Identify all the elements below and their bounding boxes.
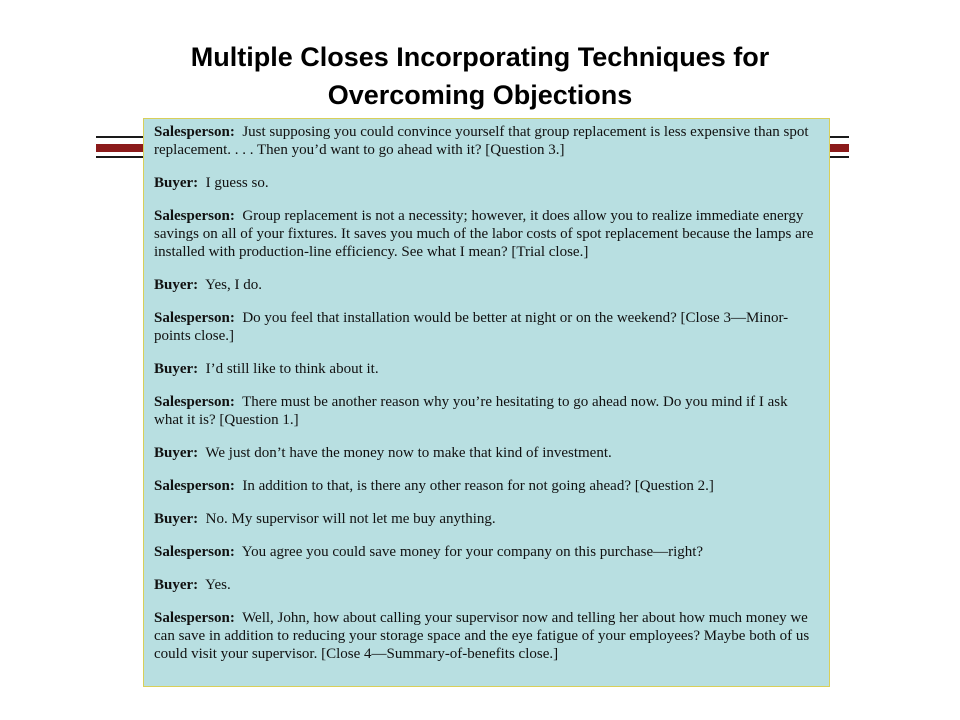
speaker-label: Buyer: [154,175,199,191]
dialogue-text: You agree you could save money for your company on this purchase—right? [241,544,704,560]
dialogue-text: No. My supervisor will not let me buy anything. [205,511,496,527]
speaker-label: Salesperson: [154,310,235,326]
speaker-label: Buyer: [154,361,199,377]
dialogue-turn [154,444,819,462]
speaker-label: Salesperson: [154,208,235,224]
dialogue-turn [154,609,819,663]
dialogue-text: Well, John, how about calling your supervisor now and telling her about how much money we can save in addition to reducing your storage space and the eye fatigue of your employees? Maybe both of us could visit your supervisor. [Close 4—Summary-of-benefits close.] [154,610,810,662]
dialogue-turn [154,576,819,594]
dialogue-text: Just supposing you could convince yourself that group replacement is less expensive than spot replacement. . . . Then you’d want to go ahead with it? [Question 3.] [154,124,809,158]
slide-title-line-2: Overcoming Objections [327,80,633,110]
dialogue-text: There must be another reason why you’re hesitating to go ahead now. Do you mind if I ask what it is? [Question 1.] [154,394,788,428]
dialogue-turn [154,123,819,159]
dialogue-turn [154,543,819,561]
speaker-label: Buyer: [154,511,199,527]
dialogue-turn [154,309,819,345]
slide-title [80,38,880,114]
rule-thin-top [96,136,146,138]
rule-thick [96,144,146,152]
speaker-label: Buyer: [154,445,199,461]
speaker-label: Salesperson: [154,124,235,140]
dialogue-text: In addition to that, is there any other reason for not going ahead? [Question 2.] [242,478,714,494]
dialogue-turn [154,393,819,429]
speaker-label: Salesperson: [154,544,235,560]
speaker-label: Salesperson: [154,394,235,410]
dialogue-text: I guess so. [205,175,269,191]
dialogue-turn [154,510,819,528]
rule-thin-bottom [96,156,146,158]
dialogue-turn [154,207,819,261]
speaker-label: Buyer: [154,577,199,593]
dialogue-text: Yes, I do. [205,277,262,293]
slide-title-line-1: Multiple Closes Incorporating Techniques for [190,42,770,72]
dialogue-turn [154,360,819,378]
dialogue-text: Yes. [205,577,231,593]
dialogue-text: Group replacement is not a necessity; however, it does allow you to realize immediate energy savings on all of your fixtures. It saves you much of the labor costs of spot replacement because the lamps are installed with production-line efficiency. See what I mean? [Trial close.] [154,208,814,260]
speaker-label: Salesperson: [154,478,235,494]
dialogue-text: Do you feel that installation would be better at night or on the weekend? [Close 3—Minor-points close.] [154,310,789,344]
dialogue-box [143,118,830,687]
dialogue-text: We just don’t have the money now to make that kind of investment. [205,445,612,461]
dialogue-text: I’d still like to think about it. [205,361,379,377]
speaker-label: Salesperson: [154,610,235,626]
speaker-label: Buyer: [154,277,199,293]
dialogue-turn [154,477,819,495]
dialogue-turn [154,276,819,294]
dialogue-turn [154,174,819,192]
decorative-rule-left [96,136,146,158]
